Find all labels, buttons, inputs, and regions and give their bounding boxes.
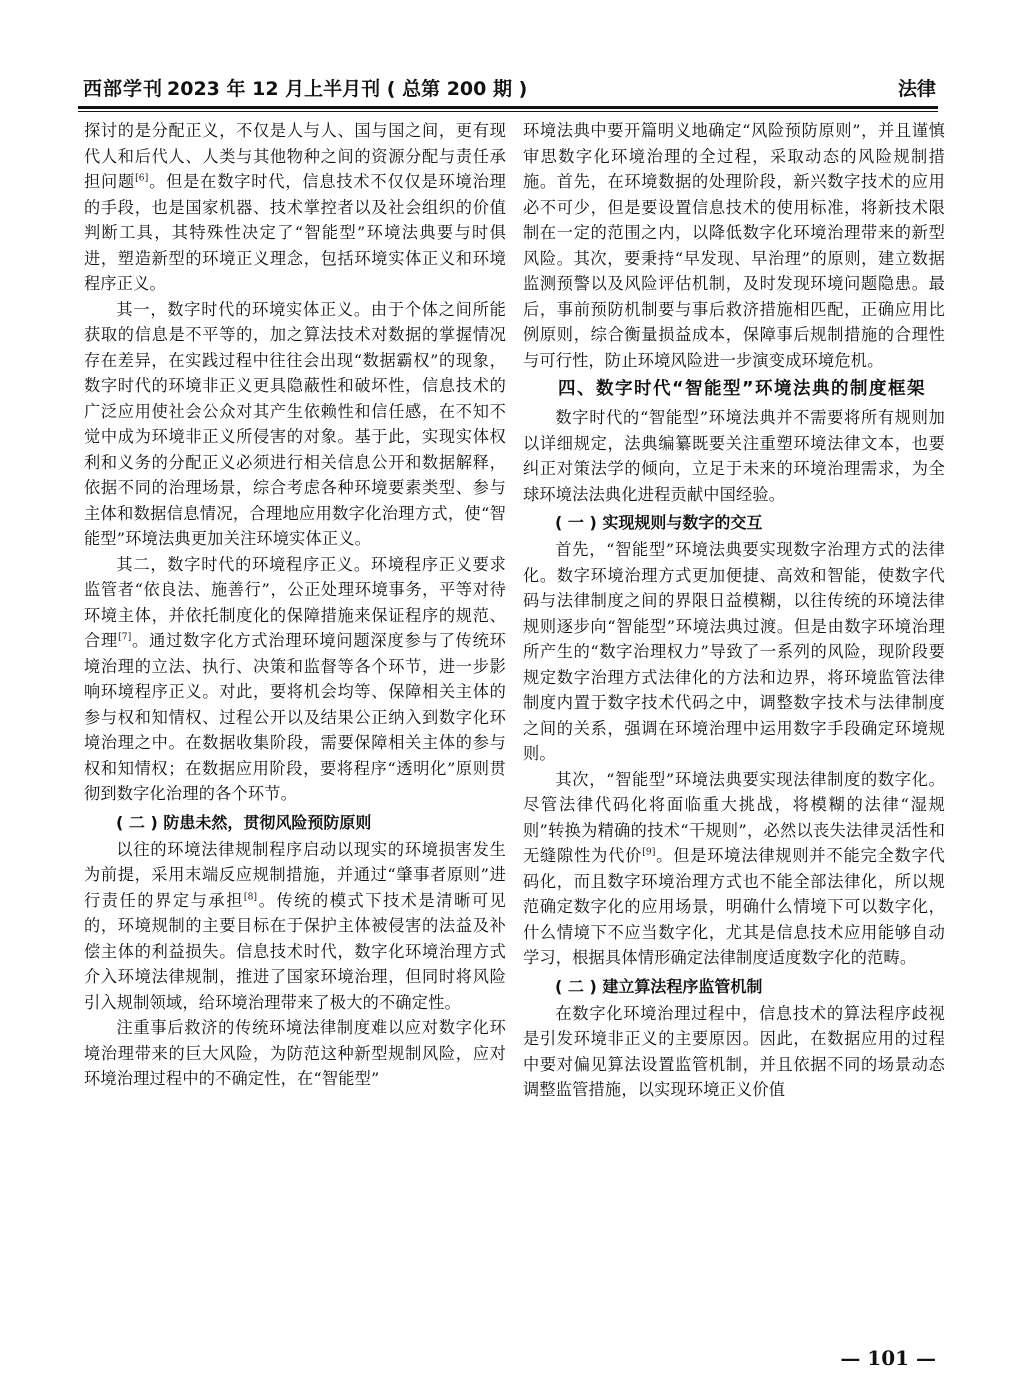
section-heading: 四、数字时代“智能型”环境法典的制度框架 [558, 379, 927, 399]
page-number: — 101 — [840, 1346, 936, 1370]
header-rule-thin [78, 111, 938, 112]
citation-ref: [9] [642, 847, 656, 858]
citation-ref: [7] [118, 632, 132, 643]
paragraph: 其一，数字时代的环境实体正义。由于个体之间所能获取的信息是不平等的，加之算法技术对数据的掌握情况存在差异，在实践过程中往往会出现“数据霸权”的现象，数字时代的环境非正义更具隐蔽性和破坏性，信息技术的广泛应用使社会公众对其产生依赖性和信任感，在不知不觉中成为环境非正义所侵害的对象。基于此，实现实体权利和义务的分配正义必须进行相关信息公开和数据解释，依据不同的治理场景，综合考虑各种环境要素类型、参与主体和数据信息情况，合理地应用数字化治理方式，使“智能型”环境法典更加关注环境实体正义。 [84, 299, 506, 548]
paragraph: 数字时代的“智能型”环境法典并不需要将所有规则加以详细规定，法典编纂既要关注重塑环境法律文本，也要纠正对策法学的倾向，立足于未来的环境治理需求，为全球环境法法典化进程贡献中国经验。 [523, 408, 945, 504]
paragraph: 环境法典中要开篇明义地确定“风险预防原则”，并且谨慎审思数字化环境治理的全过程，采取动态的风险规制措施。首先，在环境数据的处理阶段，新兴数字技术的应用必不可少，但是要设置信息技术的使用标准，将新技术限制在一定的范围之内，以降低数字化环境治理带来的新型风险。其次，要秉持“早发现、早治理”的原则，建立数据监测预警以及风险评估机制，及时发现环境问题隐患。最后，事前预防机制要与事后救济措施相匹配，正确应用比例原则，综合衡量损益成本，保障事后规制措施的合理性与可行性，防止环境风险进一步演变成环境危机。 [523, 121, 945, 370]
subsection-heading: ( 一 ) 实现规则与数字的交互 [555, 513, 763, 532]
section-label: 法律 [897, 78, 936, 100]
paragraph: 注重事后救济的传统环境法律制度难以应对数字化环境治理带来的巨大风险，为防范这种新型规制风险，应对环境治理过程中的不确定性，在“智能型” [84, 1018, 506, 1088]
paragraph: 首先，“智能型”环境法典要实现数字治理方式的法律化。数字环境治理方式更加便捷、高效和智能，使数字代码与法律制度之间的界限日益模糊，以往传统的环境法律规则逐步向“智能型”环境法典过渡。但是由数字环境治理所产生的“数字治理权力”导致了一系列的风险，现阶段要规定数字治理方式法律化的方法和边界，将环境监管法律制度内置于数字技术代码之中，调整数字技术与法律制度之间的关系，强调在环境治理中运用数字手段确定环境规则。 [523, 540, 945, 763]
paragraph: 其二，数字时代的环境程序正义。环境程序正义要求监管者“依良法、施善行”，公正处理环境事务，平等对待环境主体，并依托制度化的保障措施来保证程序的规范、合理[7]。通过数字化方式治理环境问题深度参与了传统环境治理的立法、执行、决策和监督等各个环节，进一步影响环境程序正义。对此，要将机会均等、保障相关主体的参与权和知情权、过程公开以及结果公正纳入到数字化环境治理之中。在数据收集阶段，需要保障相关主体的参与权和知情权；在数据应用阶段，要将程序“透明化”原则贯彻到数字化治理的各个环节。 [84, 554, 506, 803]
subsection-heading: ( 二 ) 防患未然，贯彻风险预防原则 [116, 812, 372, 832]
journal-logo: 西部学刊 [83, 78, 164, 100]
paragraph: 在数字化环境治理过程中，信息技术的算法程序歧视是引发环境非正义的主要原因。因此，在数据应用的过程中要对偏见算法设置监管机制，并且依据不同的场景动态调整监管措施，以实现环境正义价值 [523, 1003, 945, 1099]
issue-info: 2023 年 12 月上半月刊 ( 总第 200 期 ) [167, 78, 528, 100]
running-header [83, 74, 936, 104]
header-rule-thick [78, 106, 938, 109]
subsection-heading: ( 二 ) 建立算法程序监管机制 [555, 976, 763, 996]
paragraph: 其次，“智能型”环境法典要实现法律制度的数字化。尽管法律代码化将面临重大挑战，将模糊的法律“湿规则”转换为精确的技术“干规则”，必然以丧失法律灵活性和无缝隙性为代价[9]。但是环境法律规则并不能完全数字代码化，而且数字环境治理方式也不能全部法律化，所以规范确定数字化的应用场景，明确什么情境下可以数字化，什么情境下不应当数字化，尤其是信息技术应用能够自动学习，根据具体情形确定法律制度适度数字化的范畴。 [523, 769, 945, 967]
citation-ref: [6] [135, 173, 149, 184]
right-column [523, 118, 945, 1103]
paragraph: 探讨的是分配正义，不仅是人与人、国与国之间，更有现代人和后代人、人类与其他物种之间的资源分配与责任承担问题[6]。但是在数字时代，信息技术不仅仅是环境治理的手段，也是国家机器、技术掌控者以及社会组织的价值判断工具，其特殊性决定了“智能型”环境法典要与时俱进，塑造新型的环境正义理念，包括环境实体正义和环境程序正义。 [84, 121, 507, 293]
paragraph: 以往的环境法律规制程序启动以现实的环境损害发生为前提，采用末端反应规制措施，并通过“肇事者原则”进行责任的界定与承担[8]。传统的模式下技术是清晰可见的，环境规制的主要目标在于保护主体被侵害的法益及补偿主体的利益损失。信息技术时代，数字化环境治理方式介入环境法律规制，推进了国家环境治理，但同时将风险引入规制领域，给环境治理带来了极大的不确定性。 [84, 839, 506, 1012]
citation-ref: [8] [243, 892, 258, 903]
left-column [84, 118, 506, 1092]
